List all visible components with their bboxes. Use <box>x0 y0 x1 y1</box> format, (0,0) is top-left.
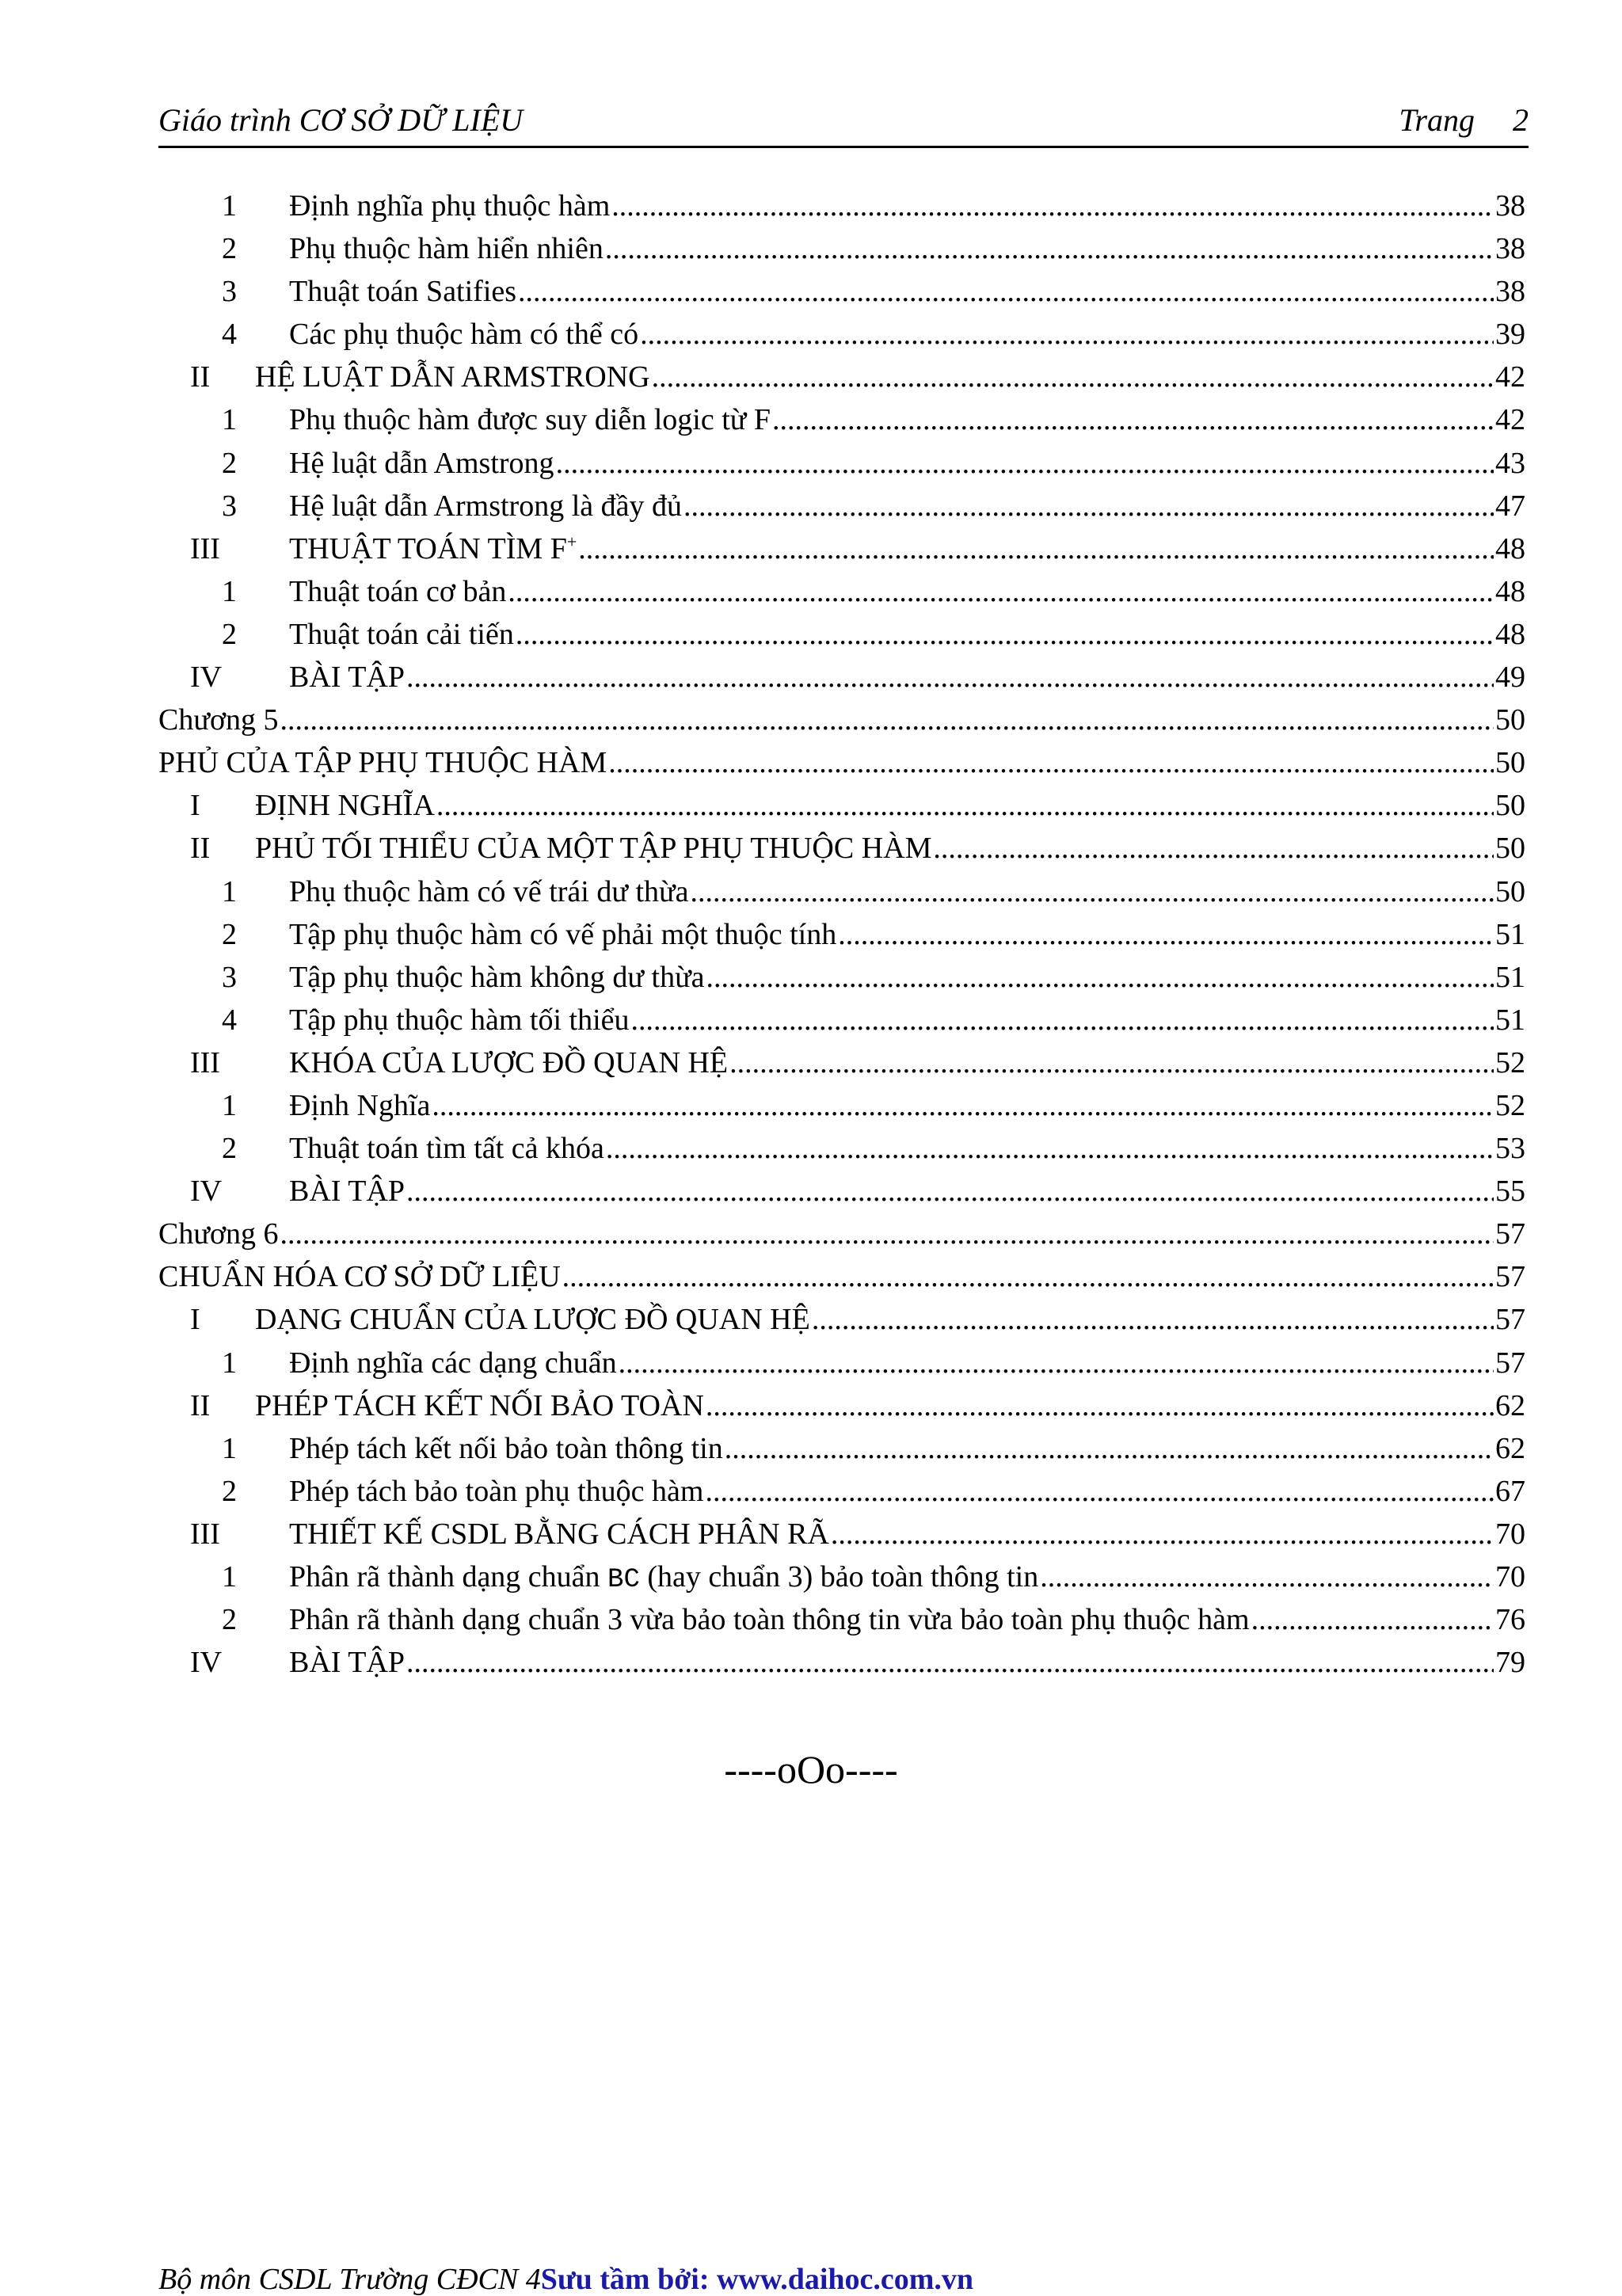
toc-entry-line <box>289 913 1525 956</box>
toc-entry[interactable] <box>158 227 1525 270</box>
toc-entry[interactable] <box>158 1170 1525 1213</box>
toc-entry-number: II <box>190 832 211 866</box>
footer-credit: Sưu tầm bởi: <box>540 2263 710 2296</box>
toc-entry[interactable] <box>158 613 1525 656</box>
toc-entry-number: 1 <box>222 1560 237 1593</box>
toc-entry-title-text: ĐỊNH NGHĨA <box>255 789 435 823</box>
toc-entry-line <box>289 1427 1525 1470</box>
toc-entry-title <box>289 442 556 485</box>
toc-entry-line <box>289 1084 1525 1127</box>
page-footer <box>158 2264 973 2295</box>
toc-entry-line <box>255 1298 1525 1341</box>
toc-entry-title-text: Phụ thuộc hàm được suy diễn logic từ F <box>289 403 771 437</box>
toc-entry-number: 3 <box>222 275 237 309</box>
toc-dot-leader <box>406 1170 1494 1213</box>
toc-dot-leader <box>280 1213 1494 1255</box>
toc-entry-line <box>289 527 1525 570</box>
toc-entry-title <box>289 270 518 313</box>
toc-dot-leader <box>432 1084 1494 1127</box>
page-number: 2 <box>1513 102 1529 138</box>
toc-entry-title <box>289 870 690 913</box>
toc-entry-line <box>289 185 1525 227</box>
toc-entry-title-text: BÀI TẬP <box>289 1175 406 1209</box>
toc-dot-leader <box>706 1384 1494 1427</box>
toc-entry-line <box>289 1513 1525 1555</box>
toc-entry-title-text: THUẬT TOÁN TÌM F <box>289 531 567 565</box>
toc-entry-title-text: Hệ luật dẫn Armstrong là đầy đủ <box>289 489 683 523</box>
toc-entry-number: 3 <box>222 489 237 523</box>
toc-entry-title <box>289 1513 831 1555</box>
toc-entry-title-text: Phụ thuộc hàm hiển nhiên <box>289 232 603 266</box>
toc-entry-number: 2 <box>222 1132 237 1166</box>
toc-entry-page: 57 <box>1495 1346 1525 1380</box>
toc-entry-line <box>289 227 1525 270</box>
toc-dot-leader <box>838 913 1494 956</box>
toc-entry-title-text: Tập phụ thuộc hàm có vế phải một thuộc tính <box>289 917 837 951</box>
toc-entry-page: 57 <box>1495 1217 1525 1251</box>
toc-entry-page: 79 <box>1495 1646 1525 1680</box>
toc-entry-page: 53 <box>1495 1132 1525 1166</box>
toc-entry[interactable] <box>158 1041 1525 1084</box>
toc-entry-page: 70 <box>1495 1517 1525 1551</box>
toc-entry-number: IV <box>190 1175 223 1209</box>
toc-entry-line <box>289 1470 1525 1513</box>
toc-entry[interactable] <box>158 956 1525 999</box>
toc-entry-number: IV <box>190 1646 223 1680</box>
toc-dot-leader <box>406 1641 1494 1684</box>
toc-entry-line <box>289 1170 1525 1213</box>
toc-entry-title <box>289 313 640 356</box>
toc-entry-number: I <box>190 1303 200 1337</box>
toc-entry-page: 51 <box>1495 917 1525 951</box>
toc-entry-page: 57 <box>1495 1260 1525 1294</box>
toc-entry-number: 2 <box>222 1474 237 1508</box>
toc-entry[interactable] <box>158 699 1525 741</box>
toc-entry-title-text: Phép tách bảo toàn phụ thuộc hàm <box>289 1474 704 1508</box>
toc-entry[interactable] <box>158 1513 1525 1555</box>
toc-entry[interactable] <box>158 1255 1525 1298</box>
toc-dot-leader <box>706 956 1494 999</box>
toc-entry-title-text: Định nghĩa các dạng chuẩn <box>289 1346 617 1380</box>
toc-entry-title-text: Chương 5 <box>158 703 279 737</box>
toc-entry[interactable] <box>158 185 1525 227</box>
toc-entry-page: 50 <box>1495 703 1525 737</box>
toc-entry-page: 57 <box>1495 1303 1525 1337</box>
toc-entry-line <box>289 485 1525 527</box>
toc-entry-page: 49 <box>1495 661 1525 695</box>
toc-entry[interactable] <box>158 1470 1525 1513</box>
toc-entry-page: 48 <box>1495 531 1525 565</box>
toc-entry-number: 1 <box>222 189 237 223</box>
toc-entry-page: 42 <box>1495 360 1525 394</box>
toc-entry-title <box>158 699 280 741</box>
toc-entry-page: 50 <box>1495 874 1525 908</box>
toc-entry-line <box>289 999 1525 1041</box>
toc-entry-title-text: Định nghĩa phụ thuộc hàm <box>289 189 611 223</box>
toc-dot-leader <box>606 1127 1494 1170</box>
toc-entry-title-text: Thuật toán cơ bản <box>289 574 507 608</box>
page-label: Trang <box>1399 102 1475 138</box>
toc-entry-line <box>158 741 1525 784</box>
toc-entry-title-text: KHÓA CỦA LƯỢC ĐỒ QUAN HỆ <box>289 1045 729 1079</box>
toc-entry-superscript: + <box>566 531 577 552</box>
toc-entry-page: 70 <box>1495 1560 1525 1593</box>
footer-site-link[interactable]: www.daihoc.com.vn <box>716 2263 974 2296</box>
toc-dot-leader <box>652 356 1494 398</box>
toc-entry-title-text: BÀI TẬP <box>289 1646 406 1680</box>
toc-entry-title <box>289 913 838 956</box>
toc-entry-line <box>289 656 1525 699</box>
toc-entry-page: 55 <box>1495 1175 1525 1209</box>
toc-dot-leader <box>831 1513 1494 1555</box>
toc-entry-title <box>158 1255 562 1298</box>
toc-entry-title <box>289 656 406 699</box>
toc-dot-leader <box>683 485 1494 527</box>
toc-dot-leader <box>619 1342 1494 1384</box>
toc-entry[interactable] <box>158 313 1525 356</box>
toc-entry-line <box>289 1127 1525 1170</box>
toc-entry-title <box>289 613 516 656</box>
toc-entry-title-text: PHỦ TỐI THIỂU CỦA MỘT TẬP PHỤ THUỘC HÀM <box>255 832 932 866</box>
toc-entry-page: 51 <box>1495 960 1525 994</box>
toc-entry[interactable] <box>158 1384 1525 1427</box>
toc-entry-line <box>289 1041 1525 1084</box>
page-indicator <box>1399 101 1529 139</box>
toc-entry-title <box>289 1427 725 1470</box>
toc-entry-title-text: Phụ thuộc hàm có vế trái dư thừa <box>289 874 689 908</box>
toc-entry[interactable] <box>158 1427 1525 1470</box>
toc-entry-number: III <box>190 531 220 565</box>
toc-entry[interactable] <box>158 656 1525 699</box>
toc-entry-title <box>289 1041 729 1084</box>
toc-entry-line <box>289 313 1525 356</box>
toc-entry-line <box>289 1555 1525 1601</box>
toc-dot-leader <box>436 784 1494 827</box>
toc-entry[interactable] <box>158 1213 1525 1255</box>
toc-entry[interactable] <box>158 1298 1525 1341</box>
toc-entry[interactable] <box>158 784 1525 827</box>
toc-dot-leader <box>631 999 1494 1041</box>
toc-entry[interactable] <box>158 527 1525 570</box>
toc-entry[interactable] <box>158 442 1525 485</box>
toc-entry-page: 48 <box>1495 617 1525 651</box>
toc-entry[interactable] <box>158 913 1525 956</box>
toc-dot-leader <box>812 1298 1494 1341</box>
toc-entry-title-text: Hệ luật dẫn Amstrong <box>289 446 554 480</box>
toc-entry[interactable] <box>158 870 1525 913</box>
toc-entry-line <box>289 1342 1525 1384</box>
toc-entry-title-text: Tập phụ thuộc hàm tối thiểu <box>289 1003 630 1037</box>
toc-entry-line <box>255 827 1525 870</box>
toc-dot-leader <box>578 527 1494 570</box>
toc-entry-title-text: Thuật toán Satifies <box>289 275 517 309</box>
toc-entry-title-text: Thuật toán cải tiến <box>289 617 514 651</box>
toc-dot-leader <box>518 270 1494 313</box>
toc-entry-title <box>158 1213 280 1255</box>
toc-entry-page: 43 <box>1495 446 1525 480</box>
toc-entry-line <box>289 270 1525 313</box>
toc-entry-page: 52 <box>1495 1045 1525 1079</box>
toc-entry-title <box>289 398 772 441</box>
toc-entry-number: 2 <box>222 1603 237 1637</box>
toc-entry-title <box>255 356 652 398</box>
toc-entry[interactable] <box>158 1084 1525 1127</box>
toc-entry-title <box>289 1555 1040 1601</box>
toc-dot-leader <box>1040 1555 1494 1601</box>
toc-dot-leader <box>516 613 1494 656</box>
toc-entry-number: II <box>190 1388 211 1422</box>
toc-entry-number: 2 <box>222 917 237 951</box>
toc-entry-page: 50 <box>1495 789 1525 823</box>
toc-entry-title-part: Phân rã thành dạng chuẩn <box>289 1560 608 1593</box>
toc-entry-number: 4 <box>222 1003 237 1037</box>
toc-entry-number: 1 <box>222 403 237 437</box>
toc-entry-title-text: Phân rã thành dạng chuẩn 3 vừa bảo toàn thông tin vừa bảo toàn phụ thuộc hàm <box>289 1603 1250 1637</box>
toc-entry[interactable] <box>158 999 1525 1041</box>
toc-dot-leader <box>1251 1598 1494 1641</box>
toc-entry-line <box>255 784 1525 827</box>
toc-entry-title-text: BÀI TẬP <box>289 661 406 695</box>
toc-entry-line <box>158 699 1525 741</box>
toc-entry-line <box>289 1598 1525 1641</box>
toc-entry-title-text: PHỦ CỦA TẬP PHỤ THUỘC HÀM <box>158 746 607 780</box>
toc-entry[interactable] <box>158 356 1525 398</box>
toc-entry-title-text: THIẾT KẾ CSDL BẰNG CÁCH PHÂN RÃ <box>289 1517 829 1551</box>
toc-entry-title <box>289 1084 432 1127</box>
toc-entry-title <box>158 741 608 784</box>
toc-entry-title-text: Các phụ thuộc hàm có thể có <box>289 318 639 352</box>
toc-entry-page: 39 <box>1495 318 1525 352</box>
toc-entry-number: III <box>190 1517 220 1551</box>
toc-entry-title-part: BC <box>607 1565 640 1595</box>
toc-entry-page: 48 <box>1495 574 1525 608</box>
toc-entry-page: 62 <box>1495 1388 1525 1422</box>
toc-entry[interactable] <box>158 1127 1525 1170</box>
toc-entry-line <box>255 1384 1525 1427</box>
toc-entry-line <box>289 1641 1525 1684</box>
toc-dot-leader <box>406 656 1494 699</box>
toc-entry-number: 2 <box>222 232 237 266</box>
toc-entry-title <box>289 1598 1251 1641</box>
toc-entry-page: 38 <box>1495 232 1525 266</box>
toc-entry-title-part: (hay chuẩn 3) bảo toàn thông tin <box>639 1560 1039 1593</box>
toc-entry-title <box>289 1127 606 1170</box>
toc-entry-number: I <box>190 789 200 823</box>
toc-dot-leader <box>280 699 1494 741</box>
toc-entry-number: 3 <box>222 960 237 994</box>
toc-entry-page: 42 <box>1495 403 1525 437</box>
toc-entry-title <box>255 784 436 827</box>
toc-entry-number: 4 <box>222 318 237 352</box>
toc-entry[interactable] <box>158 398 1525 441</box>
toc-entry-line <box>289 570 1525 613</box>
toc-entry[interactable] <box>158 1555 1525 1598</box>
toc-dot-leader <box>725 1427 1494 1470</box>
toc-entry-title-text: PHÉP TÁCH KẾT NỐI BẢO TOÀN <box>255 1388 704 1422</box>
toc-entry-page: 50 <box>1495 746 1525 780</box>
toc-entry[interactable] <box>158 1598 1525 1641</box>
toc-entry-title <box>289 1170 406 1213</box>
toc-entry-title-text: CHUẨN HÓA CƠ SỞ DỮ LIỆU <box>158 1260 561 1294</box>
toc-dot-leader <box>690 870 1494 913</box>
toc-entry-line <box>289 613 1525 656</box>
toc-entry-number: III <box>190 1045 220 1079</box>
toc-entry-title-text: Phép tách kết nối bảo toàn thông tin <box>289 1431 723 1465</box>
toc-entry-number: 2 <box>222 617 237 651</box>
toc-entry-number: IV <box>190 661 223 695</box>
toc-entry-number: 1 <box>222 874 237 908</box>
toc-entry[interactable] <box>158 741 1525 784</box>
toc-dot-leader <box>933 827 1494 870</box>
toc-entry-title-text: Định Nghĩa <box>289 1088 431 1122</box>
toc-entry-title <box>289 956 706 999</box>
toc-entry-title-text: Thuật toán tìm tất cả khóa <box>289 1132 604 1166</box>
toc-entry[interactable] <box>158 1641 1525 1684</box>
toc-entry[interactable] <box>158 827 1525 870</box>
toc-entry-page: 52 <box>1495 1088 1525 1122</box>
toc-entry-line <box>289 870 1525 913</box>
page-header <box>158 97 1529 148</box>
toc-entry-number: II <box>190 360 211 394</box>
toc-entry[interactable] <box>158 570 1525 613</box>
toc-dot-leader <box>562 1255 1494 1298</box>
toc-entry-title <box>255 827 933 870</box>
toc-dot-leader <box>705 1470 1494 1513</box>
toc-entry-title <box>289 527 578 570</box>
toc-entry[interactable] <box>158 270 1525 313</box>
toc-entry-page: 62 <box>1495 1431 1525 1465</box>
toc-entry-page: 50 <box>1495 832 1525 866</box>
toc-entry-line <box>289 398 1525 441</box>
toc-dot-leader <box>611 185 1494 227</box>
toc-entry-title <box>289 485 683 527</box>
toc-entry-title <box>289 227 605 270</box>
toc-dot-leader <box>605 227 1494 270</box>
toc-entry-line <box>255 356 1525 398</box>
toc-entry-line <box>158 1255 1525 1298</box>
toc-entry-title <box>289 1470 705 1513</box>
toc-entry-title <box>255 1298 812 1341</box>
toc-entry-number: 1 <box>222 1346 237 1380</box>
toc-dot-leader <box>608 741 1494 784</box>
toc-entry-page: 76 <box>1495 1603 1525 1637</box>
toc-dot-leader <box>508 570 1494 613</box>
toc-entry-number: 1 <box>222 574 237 608</box>
toc-entry-line <box>158 1213 1525 1255</box>
toc-entry-title <box>289 1342 619 1384</box>
toc-entry[interactable] <box>158 485 1525 527</box>
toc-entry-title-text: Tập phụ thuộc hàm không dư thừa <box>289 960 705 994</box>
document-title: Giáo trình CƠ SỞ DỮ LIỆU <box>158 102 524 138</box>
toc-entry-page: 47 <box>1495 489 1525 523</box>
toc-dot-leader <box>640 313 1494 356</box>
toc-entry[interactable] <box>158 1342 1525 1384</box>
toc-entry-title <box>289 999 631 1041</box>
table-of-contents <box>158 185 1525 1684</box>
toc-entry-title-text: DẠNG CHUẨN CỦA LƯỢC ĐỒ QUAN HỆ <box>255 1303 810 1337</box>
toc-entry-page: 38 <box>1495 275 1525 309</box>
toc-entry-number: 2 <box>222 446 237 480</box>
toc-entry-title-text: Chương 6 <box>158 1217 279 1251</box>
toc-entry-page: 51 <box>1495 1003 1525 1037</box>
toc-entry-title <box>289 1641 406 1684</box>
toc-entry-page: 67 <box>1495 1474 1525 1508</box>
toc-entry-line <box>289 442 1525 485</box>
footer-department: Bộ môn CSDL Trường CĐCN 4 <box>158 2263 541 2296</box>
toc-entry-title-text: HỆ LUẬT DẪN ARMSTRONG <box>255 360 650 394</box>
toc-entry-line <box>289 956 1525 999</box>
section-separator: ----oOo---- <box>724 1747 898 1791</box>
toc-entry-number: 1 <box>222 1431 237 1465</box>
toc-dot-leader <box>556 442 1494 485</box>
toc-entry-page: 38 <box>1495 189 1525 223</box>
toc-entry-title <box>289 570 508 613</box>
toc-dot-leader <box>729 1041 1494 1084</box>
toc-entry-title <box>289 185 611 227</box>
toc-dot-leader <box>772 398 1494 441</box>
toc-entry-title <box>255 1384 706 1427</box>
toc-entry-number: 1 <box>222 1088 237 1122</box>
